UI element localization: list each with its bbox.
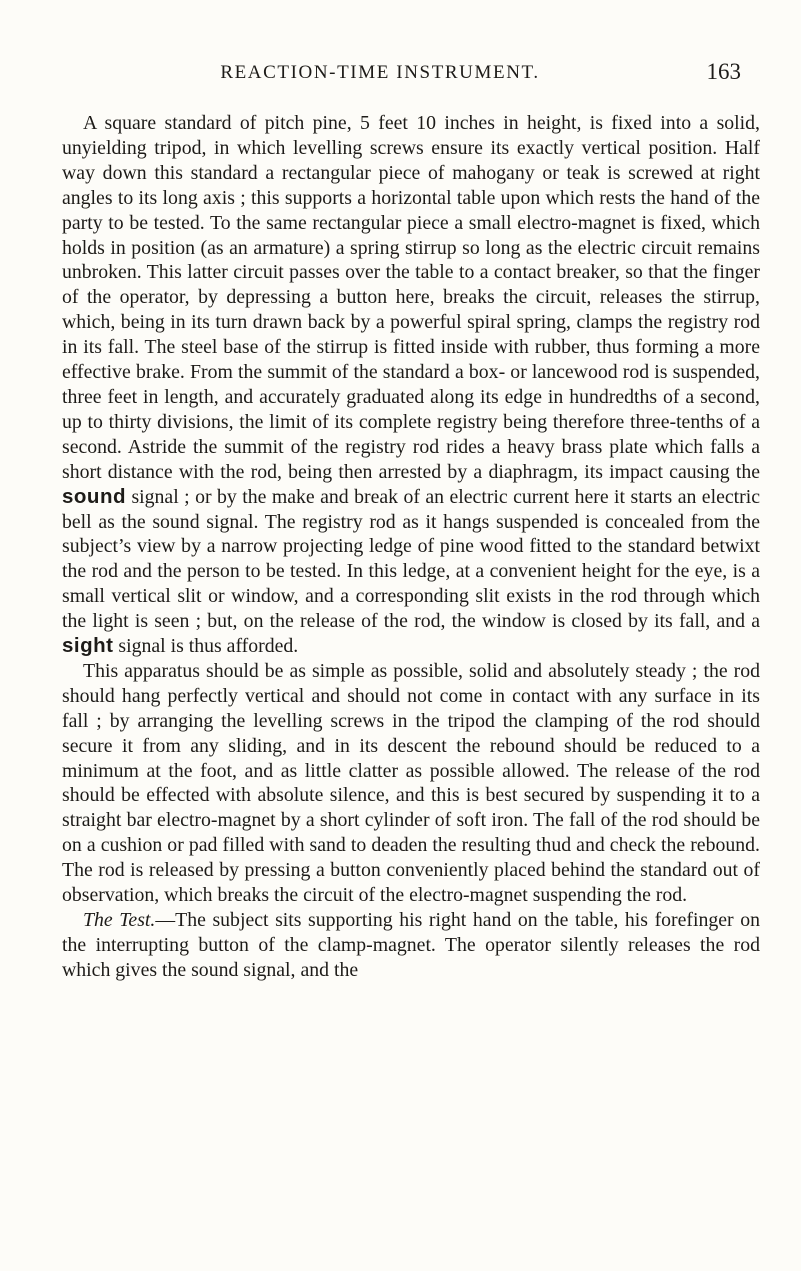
text-run: A square standard of pitch pine, 5 feet 10 inches in height, is fixed into a solid, unyielding tripod, in which levelling screws ensure its exactly vertical position. Half way down this standard a rectangular piece of mahogany or teak is screwed at right angles to its long axis ; this supports a horizontal table upon which rests the hand of the party to be tested. To the same rectangular piece a small electro-magnet is fixed, which holds in position (as an armature) a spring stirrup so long as the electric circuit remains unbroken. This latter circuit passes over the table to a contact breaker, so that the finger of the operator, by depressing a button here, breaks the circuit, releases the stirrup, which, being in its turn drawn back by a powerful spiral spring, clamps the registry rod in its fall. The steel base of the stirrup is fitted inside with rubber, thus forming a more effective brake. From the summit of the standard a box- or lancewood rod is suspended, three feet in length, and accurately graduated along its edge in hundredths of a second, up to thirty divisions, the limit of its complete registry being therefore three-tenths of a second. Astride the summit of the registry rod rides a heavy brass plate which falls a short distance with the rod, being then arrested by a diaphragm, its impact causing the	[62, 112, 760, 483]
emphasis-sight: sight	[62, 634, 114, 658]
text-run: —The subject sits supporting his right hand on the table, his forefinger on the interrupting button of the clamp-magnet. The operator silently releases the rod which gives the sound signal, and the	[62, 909, 760, 981]
section-heading-the-test: The Test.	[83, 909, 156, 931]
body-text	[62, 111, 760, 983]
paragraph-apparatus-requirements	[62, 659, 760, 908]
text-run: signal ; or by the make and break of an electric current here it starts an electric bell as the sound signal. The registry rod as it hangs suspended is concealed from the subject’s view by a narrow projecting ledge of pine wood fitted to the standard betwixt the rod and the person to be tested. In this ledge, at a convenient height for the eye, is a small vertical slit or window, and a corresponding slit exists in the rod through which the light is seen ; but, on the release of the rod, the window is closed by its fall, and a	[62, 485, 760, 633]
running-title: REACTION-TIME INSTRUMENT.	[220, 62, 540, 83]
paragraph-apparatus-description	[62, 111, 760, 659]
emphasis-sound: sound	[62, 484, 126, 508]
text-run: signal is thus afforded.	[113, 635, 299, 658]
running-head	[0, 59, 801, 90]
page-number: 163	[706, 59, 741, 84]
text-run: This apparatus should be as simple as possible, solid and absolutely steady ; the rod should hang perfectly vertical and should not come in contact with any surface in its fall ; by arranging the levelling screws in the tripod the clamping of the rod should secure it from any sliding, and in its descent the rebound should be reduced to a minimum at the foot, and as little clatter as possible allowed. The release of the rod should be effected with absolute silence, and this is best secured by suspending it to a straight bar electro-magnet by a short cylinder of soft iron. The fall of the rod should be on a cushion or pad filled with sand to deaden the resulting thud and check the rebound. The rod is released by pressing a button conveniently placed behind the standard out of observation, which breaks the circuit of the electro-magnet suspending the rod.	[62, 659, 760, 907]
paragraph-the-test	[62, 908, 760, 983]
